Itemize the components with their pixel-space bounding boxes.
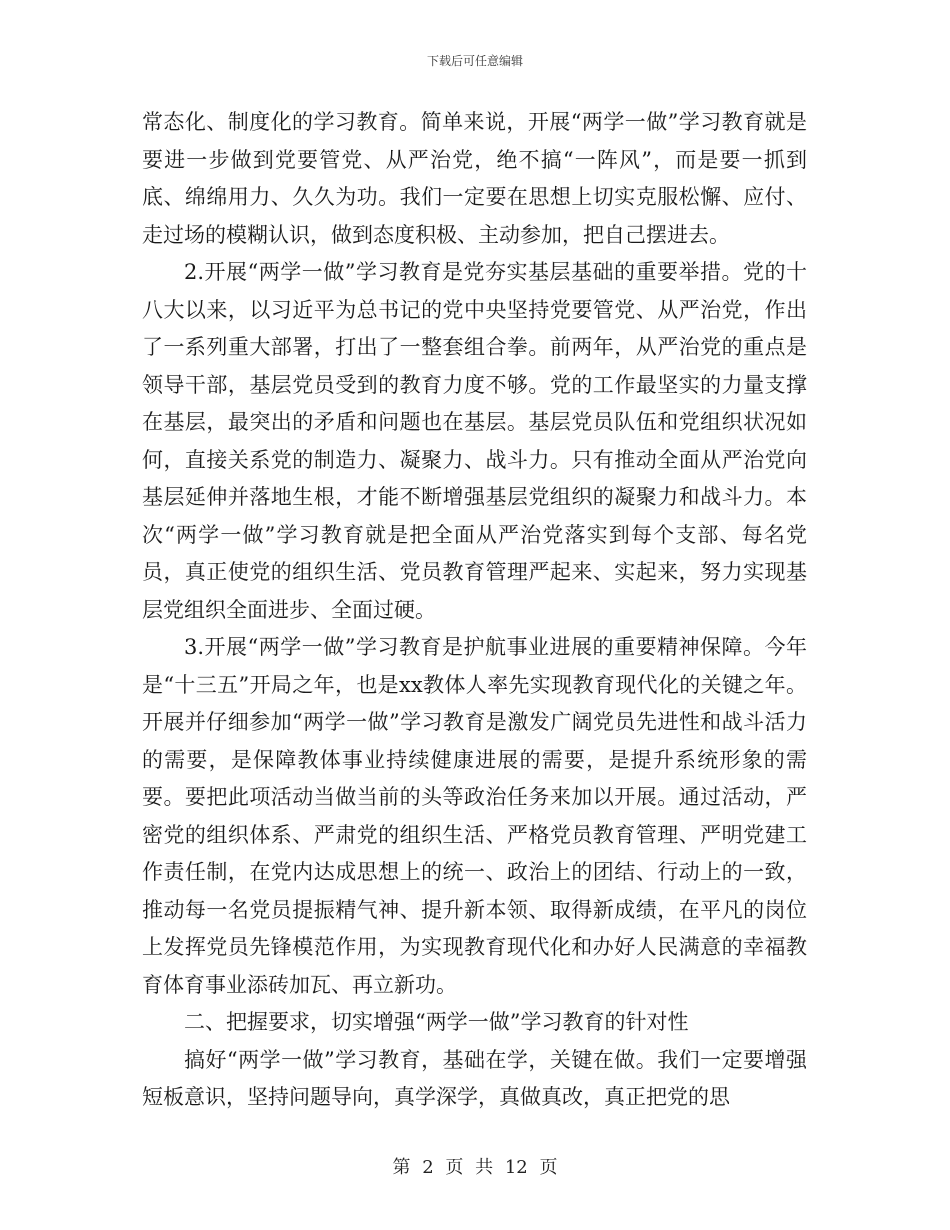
document-body bbox=[142, 104, 807, 1117]
paragraph-2: 2.开展“两学一做”学习教育是党夯实基层基础的重要举措。党的十八大以来，以习近平为总书记的党中央坚持党要管党、从严治党，作出了一系列重大部署，打出了一整套组合拳。前两年，从严治党的重点是领导干部，基层党员受到的教育力度不够。党的工作最坚实的力量支撑在基层，最突出的矛盾和问题也在基层。基层党员队伍和党组织状况如何，直接关系党的制造力、凝聚力、战斗力。只有推动全面从严治党向基层延伸并落地生根，才能不断增强基层党组织的凝聚力和战斗力。本次“两学一做”学习教育就是把全面从严治党落实到每个支部、每名党员，真正使党的组织生活、党员教育管理严起来、实起来，努力实现基层党组织全面进步、全面过硬。 bbox=[142, 260, 807, 622]
paragraph-1: 常态化、制度化的学习教育。简单来说，开展“两学一做”学习教育就是要进一步做到党要管党、从严治党，绝不搞“一阵风”，而是要一抓到底、绵绵用力、久久为功。我们一定要在思想上切实克服松懈、应付、走过场的模糊认识，做到态度积极、主动参加，把自己摆进去。 bbox=[142, 110, 807, 247]
paragraph-4: 搞好“两学一做”学习教育，基础在学，关键在做。我们一定要增强短板意识，坚持问题导向，真学深学，真做真改，真正把党的思 bbox=[142, 1047, 807, 1109]
section-heading: 二、把握要求，切实增强“两学一做”学习教育的针对性 bbox=[184, 1010, 689, 1034]
paragraph-3: 3.开展“两学一做”学习教育是护航事业进展的重要精神保障。今年是“十三五”开局之年，也是xx教体人率先实现教育现代化的关键之年。开展并仔细参加“两学一做”学习教育是激发广阔党员先进性和战斗活力的需要，是保障教体事业持续健康进展的需要，是提升系统形象的需要。要把此项活动当做当前的头等政治任务来加以开展。通过活动，严密党的组织体系、严肃党的组织生活、严格党员教育管理、严明党建工作责任制，在党内达成思想上的统一、政治上的团结、行动上的一致，推动每一名党员提振精气神、提升新本领、取得新成绩，在平凡的岗位上发挥党员先锋模范作用，为实现教育现代化和办好人民满意的幸福教育体育事业添砖加瓦、再立新功。 bbox=[142, 635, 807, 997]
page-number-footer: 第 2 页 共 12 页 bbox=[392, 1157, 558, 1178]
page-header-note: 下载后可任意编辑 bbox=[426, 54, 523, 68]
